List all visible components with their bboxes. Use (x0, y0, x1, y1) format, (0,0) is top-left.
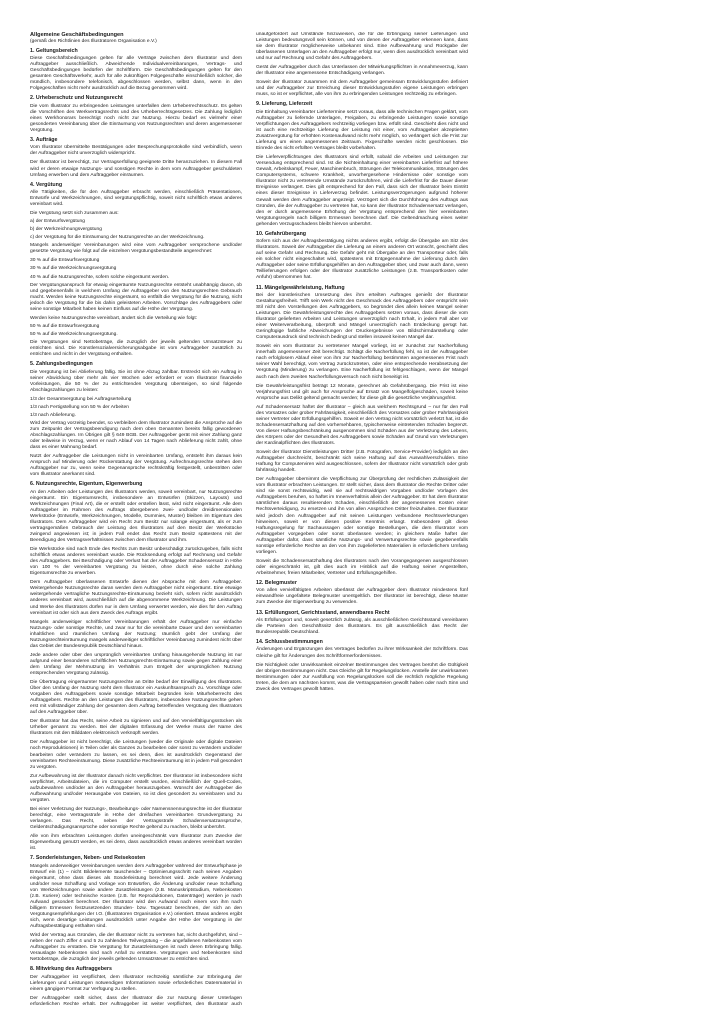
section-paragraph: Der Illustrator hat das Recht, seine Arbeit zu signieren und auf den Vervielfältigungsstücken als Urheber genannt zu werden. Bei der digitalen Erfassung der Werke muss der Name des Illustrators mit den Bilddaten elektronisch verknüpft werden. (30, 719, 242, 737)
section-paragraph: Nutzt der Auftraggeber die Leistungen nicht in vereinbarten Umfang, entsteht ihm daraus kein Anspruch auf Minderung oder Rückerstattung der Vergütung. Aufrechnungsrechte stehen dem Auftraggeber nur zu, wenn seine Gegenansprüche rechtskräftig festgestellt, unbestritten oder vom Illustrator anerkannt sind. (30, 454, 242, 478)
section-paragraph: Als Erfüllungsort und, soweit gesetzlich zulässig, als ausschließlichen Gerichtsstand vereinbaren die Parteien den Geschäftssitz des Illustrators. Es gilt ausschließlich das Recht der Bundesrepublik Deutschland. (256, 617, 468, 636)
section-paragraph: Jede andere oder über den ursprünglich vereinbarten Umfang hinausgehende Nutzung ist nur aufgrund einer besonderen schriftlichen Nutzungsrechts-Einräumung sowie gegen Zahlung einer dem Umfang der Mehrnutzung im Verhältnis zum Entgelt der ursprünglichen Nutzung entsprechenden Vergütung zulässig. (30, 652, 242, 676)
sections-container (30, 32, 468, 1012)
section (256, 101, 468, 227)
section-paragraph: a) der Entwurfsvergütung (30, 219, 85, 225)
section-paragraph: Die Übertragung eingeräumter Nutzungsrechte an Dritte bedarf der Einwilligung des Illustrators. Über den Umfang der Nutzung steht dem Illustrator ein Auskunftsanspruch zu. Vorschläge oder Vorgaben des Auftraggebers sowie sonstige Mitarbeit begründen kein Miturheberrecht des Auftraggebers. Rechte an den Leistungen des Illustrators, insbesondere Nutzungsrechte gehen erst mit vollständiger Zahlung der gesamten dem Auftrag betreffenden Vergütung des Illustrators auf den Auftraggeber über. (30, 680, 242, 716)
section-paragraph: Wird der Vertrag aus Gründen, die der Illustrator nicht zu vertreten hat, nicht durchgeführt, sind – neben der nach Ziffer 4 und 5 zu zahlenden Teilvergütung – die angefallenen Nebenkosten vom Auftraggeber zu erstatten. Die Vergütung für Zusatzleistungen ist nach deren Erbringung fällig. Verauslagte Nebenkosten sind nach Anfall zu erstatten. Vergütungen und Nebenkosten sind Nettobeträge, die zuzüglich der jeweils geltenden Umsatzsteuer zu entrichten sind. (30, 933, 242, 963)
section-paragraph: Wird der Vertrag vorzeitig beendet, so verbleiben dem Illustrator zumindest die Ansprüche auf die zum Zeitpunkt der Vertragsbeendigung nach dem oben Genannten bereits fällig gewordenen Abschlagszahlungen. Im Übrigen gilt § 649 BGB. Der Auftraggeber gerät mit einer Zahlung ganz oder teilweise in Verzug, wenn er nach Ablauf von 14 Tagen nach Ablieferung nicht zahlt, ohne dass es einer Mahnung bedarf. (30, 420, 242, 451)
document-subtitle: (gemäß den Richtlinien des Illustratoren Organisation e.V.) (30, 38, 157, 44)
section-heading: 4. Vergütung (30, 181, 63, 188)
section-paragraph: Änderungen und Ergänzungen des Vertrages bedürfen zu ihrer Wirksamkeit der Schriftform. Das Gleiche gilt für Änderungen des Schriftformerfordernisses. (256, 647, 468, 659)
section-heading: 14. Schlussbestimmungen (256, 639, 323, 646)
section (30, 182, 242, 358)
section-paragraph: Soweit ein vom Illustrator zu vertretener Mangel vorliegt, ist er zunächst zur Nacherfüllung innerhalb angemessener Zeit berechtigt. Schlägt die Nacherfüllung fehl, so ist der Auftraggeber nach erfolglosem Ablauf einer von ihm zur Nacherfüllung bestimmten angemessenen Frist nach seiner Wahl berechtigt, vom Vertrag zurückzutreten, oder eine entsprechende Herabsetzung der Vergütung (Minderung) zu verlangen. Eine Nacherfüllung ist fehlgeschlagen, wenn der Mangel auch nach dem zweiten Nacherfüllungsversuch noch nicht beseitigt ist. (256, 344, 468, 380)
section-paragraph: Soweit der Illustrator Dienstleistungen Dritter (z.B. Fotografen, Service-Provider) lediglich an den Auftraggeber durchreicht, beschränkt sich seine Haftung auf das Auswahlverschulden. Eine Haftung für Computerviren wird ausgeschlossen, sofern der Illustrator nicht vorsätzlich oder grob fahrlässig handelt. (256, 450, 468, 474)
section-paragraph: Bei einer Verletzung der Nutzungs-, Bearbeitungs- oder Namensnennungsrechte ist der Illustrator berechtigt, eine Vertragsstrafe in Höhe der dreifachen vereinbarten Grundvergütung zu verlangen. Das Recht, neben der Vertragsstrafe Schadensersatzansprüche, Geldentschädigungsansprüche oder sonstige Rechte geltend zu machen, bleibt unberührt. (30, 806, 242, 831)
section-heading: 9. Lieferung, Lieferzeit (256, 101, 313, 108)
section-paragraph: Der Auftraggeber stellt sicher, dass der Illustrator die zur Nutzung dieser Unterlagen erforderlichen Rechte erhält. Der Auftraggeber ist weiter verpflichtet, den Illustrator auch unaufgefordert auf Umstände hinzuweisen, die für die Erbringung seiner Lieferungen und Leistungen bedeutungsvoll sein können, und von denen der Auftraggeber erkennen kann, dass sie dem Illustrator möglicherweise unbekannt sind. Eine Aufbewahrung und Rückgabe der überlassenen Unterlagen an den Auftraggeber erfolgt nur, wenn dies ausdrücklich vereinbart wird und nur auf Rechnung und Gefahr des Auftraggebers. (30, 32, 468, 1007)
section-paragraph: 1/3 nach Fertigstellung von 50 % der Arbeiten (30, 404, 129, 410)
section-paragraph: Mangels anderweitiger Vereinbarungen werden dem Auftraggeber während der Entwurfsphase je Entwurf ein (1) – nicht Bildelemente tauschender – Optimierungsschritt nach seinen Angaben eingeräumt, ohne dass dieses als Sonderleistung berechnet wird. Jede weitere Änderung und/oder neue Schaffung und Vorlage von Entwürfen, die Änderung und/oder neue Schaffung von Werkzeichnungen sowie andere Zusatzleistungen (z.B. Manuskriptstudium, Nebenkosten (z.B. Kuriere) oder technische Kosten (z.B. für Reproduktionen, Datenträger) werden je nach Aufwand gesondert berechnet. Der Illustrator wird den Aufwand nach einem von ihm nach billigem Ermessen festzusetzenden Stunden- bzw. Tagessatz berechnen, der sich an den Vergütungsempfehlungen der I.O. (Illustratoren Organisation e.V.) orientiert. Etwas anderes ergibt sich, wenn derartige Leistungen ausdrücklich unter Angabe der Höhe der Vergütung in der Auftragsbestätigung enthalten sind. (30, 863, 242, 930)
section-paragraph: Werden keine Nutzungsrechte vereinbart, ändert sich die Verteilung wie folgt: (30, 315, 198, 321)
section-paragraph: Die Einhaltung vereinbarter Liefertermine setzt voraus, dass alle technischen Fragen geklärt, vom Auftraggeber zu liefernde Unterlagen, Freigaben, zu erbringende Leistungen sowie sonstige Verpflichtungen des Auftraggebers rechtzeitig vorliegen bzw. erfüllt sind. Geschieht dies nicht und ist auch eine rechtzeitige Lieferung der Leistung mit einer, vom Auftraggeber akzeptierten Zusatzvergütung für erhöhten Kostenaufwand nicht mehr möglich, so verlängert sich die Frist zur Lieferung um einen angemessenen Zeitraum. Fixgeschäfte werden nicht geschlossen. Die Einrede des nicht erfüllten Vertrages bleibt vorbehalten. (256, 109, 468, 152)
text-columns (30, 32, 694, 1012)
section (256, 285, 468, 577)
section (30, 361, 242, 478)
section-paragraph: 40 % auf die Nutzungsrechte, sofern solche eingeräumt werden. (30, 274, 170, 280)
section-heading: 5. Zahlungsbedingungen (30, 361, 93, 368)
section (256, 231, 468, 282)
section-paragraph: Der Auftraggeber ist nicht berechtigt, die Leistungen (weder die Originale oder digitale Dateien noch Reproduktionen) in Teilen oder als Ganzes zu bearbeiten oder sonst zu verändern und/oder bearbeiten oder verändern zu lassen, es sei denn, dies ist ausdrücklich Gegenstand der vereinbarten Rechteeinräumung. Diese zusätzliche Rechteeinräumung ist in jedem Fall gesondert zu vergüten. (30, 740, 242, 770)
section-paragraph: Soweit der Illustrator zusammen mit dem Auftraggeber gemeinsam Entwicklungsstufen definiert und der Auftraggeber zur Erreichung dieser Entwicklungsstufen eigene Leistungen erbringen muss, so ist er verpflichtet, alle von ihm zu erbringenden Leistungen rechtzeitig zu erbringen. (256, 80, 468, 98)
section-heading: 8. Mitwirkung des Auftraggebers (30, 966, 112, 973)
section-paragraph: Alle Tätigkeiten, die für den Auftraggeber erbracht werden, einschließlich Präsentationen, Entwürfe und Werkzeichnungen, sind vergütungspflichtig, soweit nicht schriftlich etwas anderes vereinbart wird. (30, 190, 242, 208)
section-paragraph: Dem Auftraggeber überlassenen Entwürfe dienen der Absprache mit dem Auftraggeber. Weitergehende Nutzungsrechte daran werden dem Auftraggeber nicht eingeräumt. Eine etwaige weitergehende vertragliche Nutzungsrechte-Einräumung bezieht sich, sofern nicht ausdrücklich anderes vereinbart wird, ausschließlich auf die abgenommene Werkzeichnung. Die Leistungen und Werke des Illustrators dürfen nur in dem Umfang verwertet werden, wie dies für den Auftrag vereinbart ist oder sich aus dem Zweck des Auftrags ergibt. (30, 580, 242, 616)
section-heading: 6. Nutzungsrechte, Eigentum, Eigenwerbung (30, 481, 143, 488)
section-paragraph: Sofern sich aus der Auftragsbestätigung nichts anderes ergibt, erfolgt die Übergabe am Sitz des Illustrators. Soweit der Auftraggeber die Lieferung an einem anderen Ort wünscht, geschieht dies auf seine Gefahr und Rechnung. Die Gefahr geht mit Übergabe an den Transporteur oder, falls ein solcher nicht eingeschaltet wird, spätestens mit Entgegennahme der Lieferung durch den Auftraggeber oder seine Erfüllungsgehilfen an den Auftraggeber über, und zwar auch dann, wenn Teillieferungen erfolgen oder der Illustrator zusätzliche Leistungen (z.B. Transportkosten oder Anfuhr) übernommen hat. (256, 239, 468, 281)
section-heading: 12. Belegmuster (256, 579, 297, 586)
document-title: Allgemeine Geschäftsbedingungen (30, 32, 124, 38)
section-paragraph: 50 % auf die Entwurfsvergütung (30, 323, 100, 329)
section-paragraph: Von allen vervielfältigten Arbeiten überlässt der Auftraggeber dem Illustrator mindestens fünf einwandfreie ungefaltete Belegmuster unentgeltlich. Der Illustrator ist berechtigt, diese Muster zum Zwecke der Eigenwerbung zu verwenden. (256, 588, 468, 606)
section-paragraph: Die Vergütung setzt sich zusammen aus: (30, 211, 119, 217)
section-paragraph: Auf Schadensersatz haftet der Illustrator – gleich aus welchem Rechtsgrund – nur für den Fall des Vorsatzes oder grober Fahrlässigkeit, einschließlich des Vorsatzes oder grober Fahrlässigkeit seiner Vertreter oder Erfüllungsgehilfen. Soweit er den Vertrag nicht vorsätzlich verletzt hat, ist die Schadensersatzhaftung auf den vorhersehbaren, typischerweise eintretenden Schaden begrenzt. Von dieser Haftungsbeschränkung ausgenommen sind Schäden aus der Verletzung des Lebens, des Körpers oder der Gesundheit des Auftraggebers sowie Schäden auf Grund von Verletzungen der Kardinalpflichten des Illustrators. (256, 404, 468, 446)
section-paragraph: Mangels anderweitiger Vereinbarungen wird eine vom Auftraggeber versprochene und/oder gesetzte Vergütung wie folgt auf die einzelnen Vergütungsbestandteile angerechnet: (30, 243, 242, 255)
section-paragraph: Die Nichtigkeit oder Unwirksamkeit einzelner Bestimmungen des Vertrages berührt die Gültigkeit der übrigen Bestimmungen nicht. Das Gleiche gilt für Regelungslücken. Anstelle der unwirksamen Bestimmungen oder zur Ausfüllung von Regelungslücken soll die rechtlich mögliche Regelung treten, die dem am nächsten kommt, was die Vertragsparteien gewollt haben oder nach Sinn und Zweck des Vertrages gewollt hätten. (256, 662, 468, 692)
section-paragraph: Zur Aufbewahrung ist der Illustrator danach nicht verpflichtet. Der Illustrator ist insbesondere nicht verpflichtet, Arbeitsdateien, die im Computer erstellt wurden, einschließlich der Quell-Codes, aufzubewahren und/oder an den Auftraggeber herauszugeben. Wünscht der Auftraggeber die Aufbewahrung und/oder Herausgabe von Dateien, so ist dies gesondert zu vereinbaren und zu vergüten. (30, 773, 242, 803)
section (30, 95, 242, 134)
section (256, 580, 468, 607)
section-heading: 2. Urheberschutz und Nutzungsrecht (30, 95, 123, 102)
section-paragraph: Die Werkstücke sind nach Ende des Rechts zum Besitz unbeschädigt zurückzugeben, falls nicht schriftlich etwas anderes vereinbart wurde. Die Rücksendung erfolgt auf Rechnung und Gefahr des Auftraggebers. Bei Beschädigung oder Verlust hat der Auftraggeber Schadensersatz in Höhe von 100 % der vereinbarten Vergütung zu leisten, ohne durch eine solche Zahlung Eigentumsrechte zu erwerben. (30, 547, 242, 577)
section-paragraph: Die Vergütungen sind Nettobeträge, die zuzüglich der jeweils geltenden Umsatzsteuer zu entrichten sind. Die Künstlersozialversicherungsabgabe ist vom Auftraggeber zusätzlich zu entrichten und nicht in der Vergütung enthalten. (30, 339, 242, 358)
section-heading: 10. Gefahrübergang (256, 230, 307, 237)
section-paragraph: 30 % auf die Werkzeichnungsvergütung (30, 266, 117, 272)
section-paragraph: 50 % auf die Werkzeichnungsvergütung. (30, 331, 118, 337)
section-paragraph: Alle von ihm erbrachten Leistungen dürfen uneingeschränkt vom Illustrator zum Zwecke der Eigenwerbung genutzt werden, es sei denn, dass ausdrücklich etwas anderes vereinbart worden ist. (30, 834, 242, 852)
section (30, 137, 242, 179)
section-paragraph: Die vom Illustrator zu erbringenden Leistungen unterfallen dem Urheberrechtsschutz. Es gelten die Vorschriften des Werkvertragsrechts und des Urheberrechtsgesetzes. Die Zahlung lediglich eines Werkhonorars berechtigt noch nicht zur Nutzung. Hierzu bedarf es vielmehr einer gesonderten Vereinbarung über die Einräumung von Nutzungsrechten und deren angemessener Vergütung. (30, 103, 242, 133)
section-paragraph: Die Lieferverpflichtungen des Illustrators sind erfüllt, sobald die Arbeiten und Leistungen zur Versendung entsprechend sind. Ist die Nichteinhaltung einer vereinbarten Lieferfrist auf höhere Gewalt, Arbeitskampf, Feuer, Maschinenbruch, Störungen der Telekommunikation, Störungen des Computersystems, schwere Krankheit, unvorhergesehene Hindernisse oder sonstige vom Illustrator nicht zu vertretende Umstände zurückzuführen, wird die Lieferfrist für die Dauer dieser Ereignisse verlängert. Dies gilt entsprechend für den Fall, dass sich der Illustrator beim Eintritt eines dieser Ereignisse in Lieferverzug befindet. Leistungsverzögerungen aufgrund höherer Gewalt werden dem Auftraggeber angezeigt. Verzögert sich die Durchführung des Auftrags aus Gründen, die der Auftraggeber zu vertreten hat, so kann der Illustrator Schadensersatz verlangen, den er durch angemessene Erhöhung der Vergütung entsprechend den hier vereinbarten Vergütungsregeln nach billigem Ermessen berechnen darf. Die Geltendmachung eines weiter gehenden Verzugsschadens bleibt hiervon unberührt. (256, 155, 468, 227)
section-paragraph: 30 % auf die Entwurfsvergütung (30, 258, 100, 264)
section-paragraph: 1/3 nach Ablieferung. (30, 412, 76, 418)
section-paragraph: Der Auftraggeber übernimmt die Verpflichtung zur Überprüfung der rechtlichen Zulässigkeit der vom Illustrator erbrachten Leistungen. Er stellt sicher, dass dem Illustrator die Rechte Dritter oder sind sie sonst rechtswidrig, weil sie auf rechtswidrigen Vorgaben und/oder Vorlagen des Auftraggebers beruhen, so haftet im Innenverhältnis allein der Auftraggeber. Er hat dem Illustrator sämtlichen daraus resultierenden Schaden, einschließlich der angemessenen Kosten einer Rechtsverteidigung, zu ersetzen und ihn von allen Ansprüchen Dritter freizuhalten. Der Illustrator wird jedoch den Auftraggeber auf mit seinen Leistungen verbundene Rechtsverletzungen hinweisen, soweit er von diesen positive Kenntnis erlangt. Insbesondere gilt diese Haftungsregelung für Sachaussagen oder sonstige Bestellungen, die dem Illustrator vom Auftraggeber vorgegeben oder sonst überlassen werden; in gleichem Maße haftet der Auftraggeber dafür, dass sämtliche Nutzungs- und Verwertungsrechte sowie gegebenenfalls sonstige erforderliche Rechte an den von ihm zugelieferten Materialien in erforderlichem Umfang vorliegen. (256, 477, 468, 555)
section (30, 481, 242, 852)
section-paragraph: 1/3 der Gesamtvergütung bei Auftragserteilung (30, 396, 132, 402)
section-paragraph: Die Gewährleistungsfrist beträgt 12 Monate, gerechnet ab Gefahrübergang. Die Frist ist eine Verjährungsfrist und gilt auch für Ansprüche auf Ersatz von Mangelfolgeschäden, soweit keine Ansprüche aus Delikt geltend gemacht werden; für diese gilt die gesetzliche Verjährungsfrist. (256, 383, 468, 401)
section-paragraph: Vom Illustrator übermittelte Bestätigungen oder Besprechungsprotokolle sind verbindlich, wenn der Auftraggeber nicht unverzüglich widerspricht. (30, 145, 242, 157)
section-heading: 1. Geltungsbereich (30, 47, 78, 54)
section (30, 855, 242, 963)
section (256, 610, 468, 637)
section-paragraph: Die Vergütung ist bei Ablieferung fällig. Sie ist ohne Abzug zahlbar. Erstreckt sich ein Auftrag in seiner Abwicklung über mehr als vier Wochen oder erfordert er vom Illustrator finanzielle Vorleistungen, die 50 % der zu entrichtenden Vergütung übersteigen, so sind folgende Abschlagszahlungen zu leisten: (30, 369, 242, 393)
section-heading: 13. Erfüllungsort, Gerichtsstand, anwendbares Recht (256, 609, 390, 616)
section (30, 48, 242, 93)
section-paragraph: Der Auftraggeber ist verpflichtet, dem Illustrator rechtzeitig sämtliche zur Erbringung der Lieferungen und Leistungen notwendigen Informationen sowie erforderliches Datenmaterial in einem gängigen Format zur Verfügung zu stellen. (30, 974, 242, 992)
section-paragraph: Diese Geschäftsbedingungen gelten für alle Verträge zwischen dem Illustrator und dem Auftraggeber ausschließlich. Abweichende Individualvereinbarungen, Vertrags- und Geschäftsbedingungen bedürfen der Schriftform. Die Geschäftsbedingungen gelten für den gesamten Geschäftsverkehr, auch für alle zukünftigen Folgegeschäfte einschließlich solcher, die mündlich, insbesondere telefonisch, abgeschlossen werden, selbst dann, wenn in den Folgegeschäften nicht mehr ausdrücklich auf die Bezug genommen wird. (30, 56, 242, 92)
section-paragraph: Gerät der Auftraggeber durch das Unterlassen der Mitwirkungspflichten in Annahmeverzug, kann der Illustrator eine angemessene Entschädigung verlangen. (256, 65, 468, 77)
section-paragraph: An den Arbeiten oder Leistungen des Illustrators werden, soweit vereinbart, nur Nutzungsrechte eingeräumt. Ein Eigentumsrecht, insbesondere an Entwürfen (Skizzen, Layouts) und Werkzeichnungen (Final Art), die er erstellt oder erstellen lässt, wird nicht eingeräumt. Alle dem Auftraggeber im Rahmen des Auftrags übergebenen zwei- und/oder dreidimensionalen Werkstücke (Entwürfe, Werkzeichnungen, Modelle, Dummies, Muster) bleiben im Eigentum des Illustrators. Dem Auftraggeber wird ein Recht zum Besitz nur solange eingeräumt, als er zum vertragsgemäßen Gebrauch der Leistung des Illustrators auf den Besitz der Werkstücke zwingend angewiesen ist; in jedem Fall endet das Recht zum Besitz spätestens mit der Beendigung des Vertragsverhältnisses zwischen dem Illustrator und ihm. (30, 489, 242, 544)
section-paragraph: c) der Vergütung für die Einräumung der Nutzungsrechte an der Werkzeichnung. (30, 235, 205, 241)
section (256, 639, 468, 693)
section-heading: 3. Aufträge (30, 136, 58, 143)
section-heading: 11. Mängelgewährleistung, Haftung (256, 284, 345, 291)
section-heading: 7. Sonderleistungen, Neben- und Reisekosten (30, 855, 146, 862)
section-paragraph: Der Illustrator ist berechtigt, zur Vertragserfüllung geeignete Dritte heranzuziehen. In diesem Fall wird er deren etwaige Nutzungs- und sonstigen Rechte in dem vom Auftraggeber geschuldeten Umfang erwerben und dem Auftraggeber einräumen. (30, 160, 242, 178)
section-paragraph: b) der Werkzeichnungsvergütung (30, 227, 102, 233)
section-paragraph: Bei der künstlerischen Umsetzung des ihm erteilten Auftrages genießt der Illustrator Gestaltungsfreiheit. Trifft sein Werk nicht den Geschmack des Auftraggebers oder entspricht sein Stil nicht den Vorstellungen des Auftraggebers, so begründet dies allein keinen Mangel seiner Leistungen. Die Gewährleistungsrechte des Auftraggebers setzen voraus, dass dieser die vom Illustrator gelieferten Arbeiten und Leistungen unverzüglich nach Erhalt, in jedem Fall aber vor einer Weiterverarbeitung, überprüft und Mängel unverzüglich nach Entdeckung gerügt hat. Geringfügige farbliche Abweichungen der Druckergebnisse von Bildschirmdarstellung oder Computerausdruck sind technisch bedingt und stellen insoweit keinen Mangel dar. (256, 292, 468, 341)
section-paragraph: Soweit die Schadensersatzhaftung des Illustrators nach den Vorangegangenen ausgeschlossen oder eingeschränkt ist, gilt dies auch im Hinblick auf die Haftung seiner Angestellten, Arbeitnehmer, freien Mitarbeiter, Vertreter und Erfüllungsgehilfen. (256, 558, 468, 576)
section-paragraph: Mangels anderweitiger schriftlicher Vereinbarungen erhält der Auftraggeber nur einfache Nutzungs- oder sonstige Rechte, und zwar nur für die vereinbarte Dauer und den vereinbarten inhaltlichen und räumlichen Umfang der Nutzung; räumlich gebt der Umfang der Nutzungsrechteinräumung mangels anderweitiger schriftlicher Vereinbarung zumindest nicht über das Gebiet der Bundesrepublik Deutschland hinaus. (30, 619, 242, 649)
section-paragraph: Der Vergütungsanspruch für etwaig eingeräumte Nutzungsrechte entsteht unabhängig davon, ob und gegebenenfalls in welchem Umfang der Auftraggeber von den Nutzungsrechten Gebrauch macht. Werden keine Nutzungsrechte eingeräumt, so entfällt die Vergütung für die Nutzung, nicht jedoch die Vergütung für die bis dahin geleisteten Arbeiten. Vorschläge des Auftraggebers oder seine sonstige Mitarbeit haben keinen Einfluss auf die Höhe der Vergütung. (30, 282, 242, 312)
